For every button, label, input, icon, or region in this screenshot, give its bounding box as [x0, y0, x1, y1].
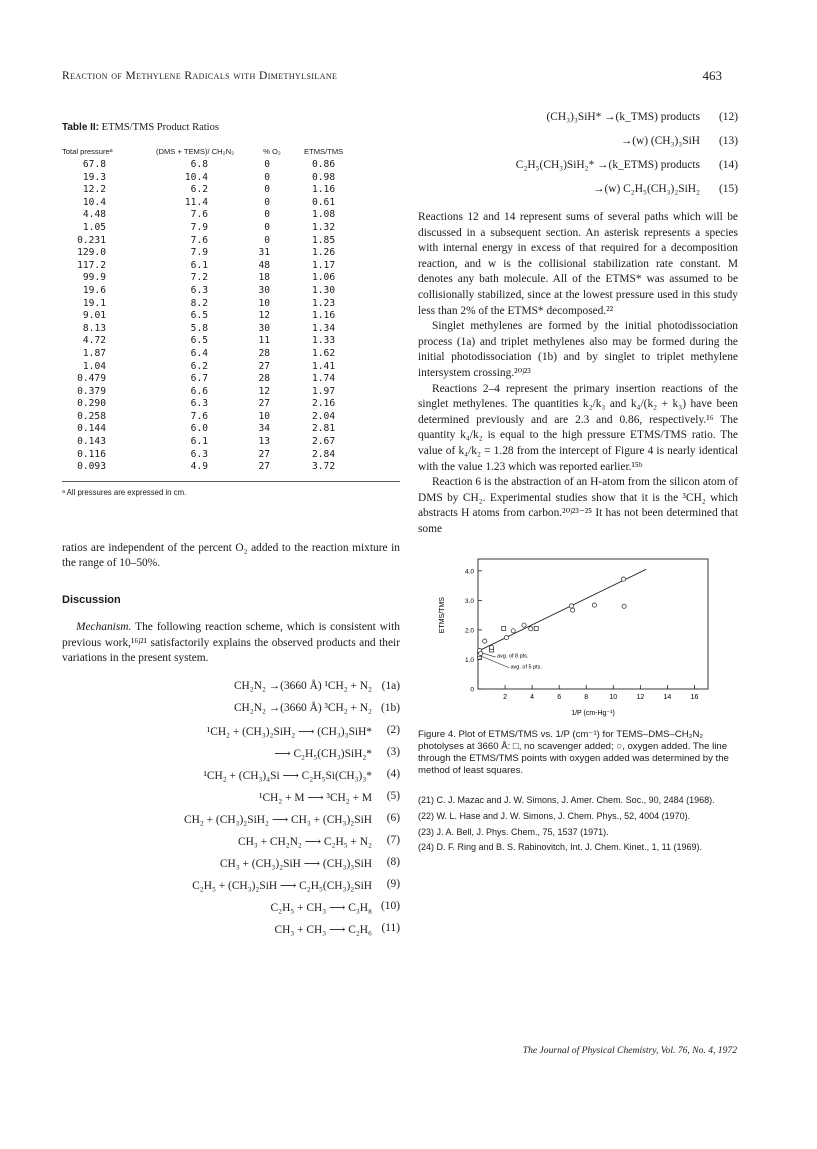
table-cell: 4.72 — [82, 335, 106, 347]
right-paragraph-1: Reactions 12 and 14 represent sums of several paths which will be discussed in a subsequent section. An asterisk represents a species with internal energy in excess of that required for a decomposition reaction, and w is the collisional stabilization rate constant. M denotes any bath molecule. All of the ETMS* was assumed to be collisionally stabilized, since at the lowest pressure used in this study less than 2% of the ETMS* decomposed.²² — [418, 211, 738, 317]
data-point-circle — [592, 603, 596, 607]
equation-number: (15) — [719, 183, 738, 195]
table-cell: 12 — [258, 385, 270, 397]
equation-number: (6) — [386, 811, 400, 824]
x-tick-label: 4 — [530, 694, 535, 702]
table-cell: 1.08 — [312, 209, 336, 221]
right-paragraph-2: Singlet methylenes are formed by the initial photodissociation process (1a) and triplet methylenes also may be formed during the initial photodissociation (1b) and by singlet to triplet methylene intersystem crossing.²⁰ʲ²³ — [418, 320, 738, 379]
equation-number: (2) — [386, 723, 400, 736]
table-cell: 0 — [264, 221, 270, 233]
equation-text: CH₃ + (CH₃)₂SiH ⟶ (CH₃)₃SiH — [219, 857, 372, 870]
equation-text: ¹CH₂ + (CH₃)₂SiH₂ ⟶ (CH₃)₃SiH* — [206, 725, 372, 738]
annotation-label: avg. of 5 pts. — [510, 664, 542, 671]
reaction-equation — [418, 180, 738, 204]
table-cell: 1.33 — [312, 335, 336, 347]
x-tick-label: 10 — [609, 694, 618, 702]
table-cell: 0 — [264, 184, 270, 196]
table-cell: 27 — [258, 398, 270, 410]
table-cell: 0.093 — [77, 461, 106, 473]
table-cell: 7.2 — [190, 272, 208, 284]
table-row — [62, 209, 400, 222]
table-cell: 9.01 — [82, 310, 106, 322]
table-label: Table II: — [62, 122, 100, 133]
table-row — [62, 260, 400, 273]
left-column — [62, 100, 400, 941]
figure-4 — [428, 547, 718, 727]
table-cell: 1.34 — [312, 322, 336, 334]
table-cell: 0.258 — [77, 410, 106, 422]
table-cell: 1.97 — [312, 385, 336, 397]
table-cell: 19.3 — [82, 171, 106, 183]
table-cell: 0 — [264, 159, 270, 170]
data-point-circle — [479, 652, 483, 656]
table-row — [62, 197, 400, 210]
data-point-circle — [529, 627, 533, 631]
annotation-leader — [482, 653, 496, 657]
table-cell: 6.3 — [190, 284, 208, 296]
table-row — [62, 298, 400, 311]
table-row — [62, 361, 400, 374]
table-header-row — [62, 147, 400, 159]
equation-number: (5) — [386, 789, 400, 802]
table-cell: 1.26 — [312, 247, 336, 259]
reaction-equation — [62, 699, 400, 721]
table-caption — [62, 122, 400, 133]
annotation-label: avg. of 8 pts. — [496, 654, 529, 661]
reaction-equation — [62, 721, 400, 743]
equation-number: (11) — [381, 921, 400, 934]
table-cell: 1.41 — [312, 360, 336, 372]
equation-number: (3) — [386, 745, 400, 758]
figure-4-chart — [428, 547, 718, 727]
data-point-circle — [504, 636, 508, 640]
reference-item: (24) D. F. Ring and B. S. Rabinovitch, Int. J. Chem. Kinet., 1, 11 (1969). — [418, 842, 702, 853]
table-cell: 27 — [258, 461, 270, 473]
table-row — [62, 184, 400, 197]
reaction-equation — [418, 156, 738, 180]
table-row — [62, 386, 400, 399]
reaction-scheme-left — [62, 677, 400, 941]
equation-text: →(w) (CH₃)₃SiH — [620, 135, 700, 147]
reaction-equation — [62, 809, 400, 831]
reaction-equation — [418, 108, 738, 132]
table-cell: 7.9 — [190, 247, 208, 259]
reaction-equation — [62, 831, 400, 853]
table-cell: 27 — [258, 448, 270, 460]
mechanism-text: The following reaction scheme, which is consistent with previous work,¹⁶ʲ²¹ satisfactorily explains the observed products and their variations in the present system. — [62, 621, 400, 665]
reaction-scheme-right — [418, 108, 738, 204]
table-cell: 0 — [264, 196, 270, 208]
table-cell: 6.3 — [190, 448, 208, 460]
table-cell: 30 — [258, 284, 270, 296]
table-cell: 13 — [258, 436, 270, 448]
equation-number: (4) — [386, 767, 400, 780]
equation-text: (CH₃)₃SiH* →(k_TMS) products — [546, 111, 700, 123]
equation-text: ¹CH₂ + (CH₃)₄Si ⟶ C₂H₅Si(CH₃)₃* — [203, 769, 372, 782]
equation-text: ⟶ C₂H₅(CH₃)SiH₂* — [274, 747, 372, 760]
references — [418, 795, 738, 853]
table-row — [62, 247, 400, 260]
table-cell: 19.1 — [82, 297, 106, 309]
x-tick-label: 12 — [636, 694, 645, 702]
reference-item: (23) J. A. Bell, J. Phys. Chem., 75, 1537 (1971). — [418, 826, 609, 837]
reaction-equation — [62, 897, 400, 919]
table-cell: 30 — [258, 322, 270, 334]
data-point-circle — [622, 605, 626, 609]
right-column — [418, 100, 738, 858]
right-paragraph-4: Reaction 6 is the abstraction of an H-atom from the silicon atom of DMS by CH₂. Experimental studies show that it is the ³CH₂ which abstracts H atoms from carbon.²⁰ʲ²³⁻²⁵ It has not been determined that some — [418, 476, 738, 535]
table-cell: 1.16 — [312, 184, 336, 196]
table-cell: 8.2 — [190, 297, 208, 309]
table-cell: 7.6 — [190, 410, 208, 422]
table-cell: 6.2 — [190, 184, 208, 196]
fit-line — [478, 570, 646, 652]
table-row — [62, 436, 400, 449]
table-row — [62, 411, 400, 424]
table-cell: 0.86 — [312, 159, 336, 170]
table-row — [62, 335, 400, 348]
table-cell: 0.98 — [312, 171, 336, 183]
data-point-circle — [569, 604, 573, 608]
table-cell: 10.4 — [82, 196, 106, 208]
table-cell: 2.84 — [312, 448, 336, 460]
table-cell: 2.81 — [312, 423, 336, 435]
reaction-equation — [62, 787, 400, 809]
x-tick-label: 16 — [690, 694, 699, 702]
table-cell: 0.290 — [77, 398, 106, 410]
table-cell: 6.3 — [190, 398, 208, 410]
x-tick-label: 14 — [663, 694, 672, 702]
table-cell: 2.04 — [312, 410, 336, 422]
table-cell: 0 — [264, 234, 270, 246]
reference-item: (22) W. L. Hase and J. W. Simons, J. Chem. Phys., 52, 4004 (1970). — [418, 811, 691, 822]
table-cell: 0.479 — [77, 373, 106, 385]
col-header-o2: % O₂ — [263, 147, 281, 156]
table-cell: 67.8 — [82, 159, 106, 170]
table-cell: 28 — [258, 373, 270, 385]
table-cell: 6.2 — [190, 360, 208, 372]
data-point-circle — [522, 624, 526, 628]
table-cell: 48 — [258, 259, 270, 271]
equation-number: (14) — [719, 159, 738, 171]
table-cell: 0 — [264, 171, 270, 183]
table-cell: 8.13 — [82, 322, 106, 334]
table-row — [62, 461, 400, 474]
table-row — [62, 398, 400, 411]
table-row — [62, 285, 400, 298]
table-row — [62, 373, 400, 386]
table-footnote: ᵃ All pressures are expressed in cm. — [62, 487, 187, 497]
col-header-etms-tms: ETMS/TMS — [304, 147, 344, 156]
table-row — [62, 323, 400, 336]
table-row — [62, 348, 400, 361]
reaction-equation — [418, 132, 738, 156]
equation-text: C₂H₅ + (CH₃)₂SiH ⟶ C₂H₅(CH₃)₂SiH — [192, 879, 372, 892]
table-caption-text: ETMS/TMS Product Ratios — [101, 122, 219, 133]
table-cell: 5.8 — [190, 322, 208, 334]
reaction-equation — [62, 765, 400, 787]
table-cell: 19.6 — [82, 284, 106, 296]
table-cell: 117.2 — [77, 259, 106, 271]
table-cell: 0.379 — [77, 385, 106, 397]
figure-caption: Figure 4. Plot of ETMS/TMS vs. 1/P (cm⁻¹) for TEMS–DMS–CH₂N₂ photolyses at 3660 Å: □, no scavenger added; ○, oxygen added. The line through the ETMS/TMS points with oxygen added was determined by the method of least squares. — [418, 729, 729, 777]
reaction-equation — [62, 919, 400, 941]
equation-text: CH₃ + CH₃ ⟶ C₂H₆ — [274, 923, 372, 936]
table-cell: 0 — [264, 209, 270, 221]
mechanism-paragraph — [62, 620, 400, 667]
table-cell: 1.87 — [82, 347, 106, 359]
equation-number: (12) — [719, 111, 738, 123]
equation-text: ¹CH₂ + M ⟶ ³CH₂ + M — [259, 791, 372, 804]
table-cell: 10 — [258, 297, 270, 309]
table-cell: 0.61 — [312, 196, 336, 208]
reaction-equation — [62, 853, 400, 875]
equation-number: (10) — [381, 899, 400, 912]
left-paragraph-1: ratios are independent of the percent O₂ added to the reaction mixture in the range of 10–50%. — [62, 541, 400, 570]
equation-text: →(w) C₂H₅(CH₃)₂SiH₂ — [593, 183, 700, 195]
data-point-circle — [571, 608, 575, 612]
table-cell: 11 — [258, 335, 270, 347]
equation-number: (8) — [386, 855, 400, 868]
y-tick-label: 0 — [470, 686, 474, 694]
y-tick-label: 4.0 — [464, 568, 474, 576]
col-header-ratio: (DMS + TEMS)/ CH₂N₂ — [155, 147, 235, 156]
table-row — [62, 159, 400, 172]
right-paragraph-3: Reactions 2–4 represent the primary insertion reactions of the singlet methylenes. The quantities k₂/k₃ and k₄/(k₂ + k₃) have been determined previously and are 2.3 and 0.86, respectively.¹⁶ The quantity k₄/k₂ is equal to the high pressure ETMS/TMS ratio. The value of k₄/k₂ = 1.28 from the intercept of Figure 4 is nearly identical with the value 1.23 which was reported earlier.¹⁵ᵇ — [418, 382, 738, 473]
section-heading: Discussion — [62, 594, 121, 607]
table-cell: 0.143 — [77, 436, 106, 448]
x-tick-label: 2 — [503, 694, 508, 702]
table-cell: 28 — [258, 347, 270, 359]
table-cell: 7.6 — [190, 209, 208, 221]
equation-text: C₂H₅(CH₃)SiH₂* →(k_ETMS) products — [515, 159, 700, 171]
table-cell: 1.16 — [312, 310, 336, 322]
table-cell: 1.62 — [312, 347, 336, 359]
table-cell: 129.0 — [77, 247, 106, 259]
table-cell: 1.74 — [312, 373, 336, 385]
running-title: Reaction of Methylene Radicals with Dimethylsilane — [62, 70, 338, 82]
table-cell: 1.32 — [312, 221, 336, 233]
table-cell: 2.16 — [312, 398, 336, 410]
table-row — [62, 222, 400, 235]
equation-number: (9) — [386, 877, 400, 890]
table-cell: 1.23 — [312, 297, 336, 309]
table-row — [62, 449, 400, 462]
journal-footer: The Journal of Physical Chemistry, Vol. 76, No. 4, 1972 — [522, 1045, 737, 1056]
table-cell: 10 — [258, 410, 270, 422]
equation-text: CH₃ + CH₂N₂ ⟶ C₂H₅ + N₂ — [237, 835, 372, 848]
table-cell: 1.85 — [312, 234, 336, 246]
x-tick-label: 8 — [584, 694, 589, 702]
table-cell: 0.116 — [77, 448, 106, 460]
table-cell: 7.6 — [190, 234, 208, 246]
equation-number: (7) — [386, 833, 400, 846]
table-rule — [62, 481, 400, 482]
data-point-circle — [483, 640, 487, 644]
equation-text: C₂H₅ + CH₃ ⟶ C₃H₈ — [270, 901, 372, 914]
reference-item: (21) C. J. Mazac and J. W. Simons, J. Amer. Chem. Soc., 90, 2484 (1968). — [418, 795, 715, 806]
table-cell: 0.231 — [77, 234, 106, 246]
table-cell: 6.1 — [190, 436, 208, 448]
table-cell: 1.04 — [82, 360, 106, 372]
product-ratio-table — [62, 147, 400, 474]
table-cell: 2.67 — [312, 436, 336, 448]
equation-number: (1a) — [381, 679, 400, 692]
table-cell: 31 — [258, 247, 270, 259]
x-tick-label: 6 — [557, 694, 562, 702]
reaction-equation — [62, 743, 400, 765]
table-row — [62, 272, 400, 285]
y-tick-label: 3.0 — [464, 598, 474, 606]
y-tick-label: 1.0 — [464, 657, 474, 665]
table-cell: 7.9 — [190, 221, 208, 233]
y-axis-label: ETMS/TMS — [439, 597, 446, 634]
table-cell: 99.9 — [82, 272, 106, 284]
mechanism-title: Mechanism. — [76, 621, 132, 634]
table-cell: 6.5 — [190, 310, 208, 322]
table-cell: 4.48 — [82, 209, 106, 221]
table-row — [62, 423, 400, 436]
table-cell: 18 — [258, 272, 270, 284]
table-cell: 3.72 — [312, 461, 336, 473]
data-point-circle — [489, 646, 493, 650]
reaction-equation — [62, 875, 400, 897]
table-cell: 6.6 — [190, 385, 208, 397]
data-point-square — [502, 627, 506, 631]
table-cell: 12.2 — [82, 184, 106, 196]
equation-number: (13) — [719, 135, 738, 147]
table-cell: 1.30 — [312, 284, 336, 296]
table-cell: 27 — [258, 360, 270, 372]
table-cell: 1.17 — [312, 259, 336, 271]
table-cell: 4.9 — [190, 461, 208, 473]
table-cell: 0.144 — [77, 423, 106, 435]
table-cell: 1.06 — [312, 272, 336, 284]
page-number: 463 — [702, 68, 722, 83]
table-cell: 34 — [258, 423, 270, 435]
table-cell: 6.1 — [190, 259, 208, 271]
table-cell: 12 — [258, 310, 270, 322]
x-axis-label: 1/P (cm-Hg⁻¹) — [571, 710, 615, 718]
equation-text: CH₂N₂ →(3660 Å) ³CH₂ + N₂ — [233, 701, 372, 714]
reaction-equation — [62, 677, 400, 699]
table-cell: 10.4 — [184, 171, 208, 183]
table-cell: 6.7 — [190, 373, 208, 385]
col-header-pressure: Total pressureᵃ — [62, 147, 113, 156]
table-cell: 6.5 — [190, 335, 208, 347]
table-row — [62, 172, 400, 185]
table-cell: 1.05 — [82, 221, 106, 233]
equation-number: (1b) — [381, 701, 400, 714]
data-point-circle — [511, 629, 515, 633]
data-point-square — [534, 627, 538, 631]
y-tick-label: 2.0 — [464, 627, 474, 635]
table-row — [62, 310, 400, 323]
equation-text: CH₂ + (CH₃)₂SiH₂ ⟶ CH₃ + (CH₃)₂SiH — [184, 813, 372, 826]
table-cell: 6.0 — [190, 423, 208, 435]
table-row — [62, 235, 400, 248]
table-cell: 6.8 — [190, 159, 208, 170]
data-point-circle — [621, 577, 625, 581]
table-cell: 6.4 — [190, 347, 208, 359]
equation-text: CH₂N₂ →(3660 Å) ¹CH₂ + N₂ — [233, 679, 372, 692]
table-cell: 11.4 — [184, 196, 208, 208]
